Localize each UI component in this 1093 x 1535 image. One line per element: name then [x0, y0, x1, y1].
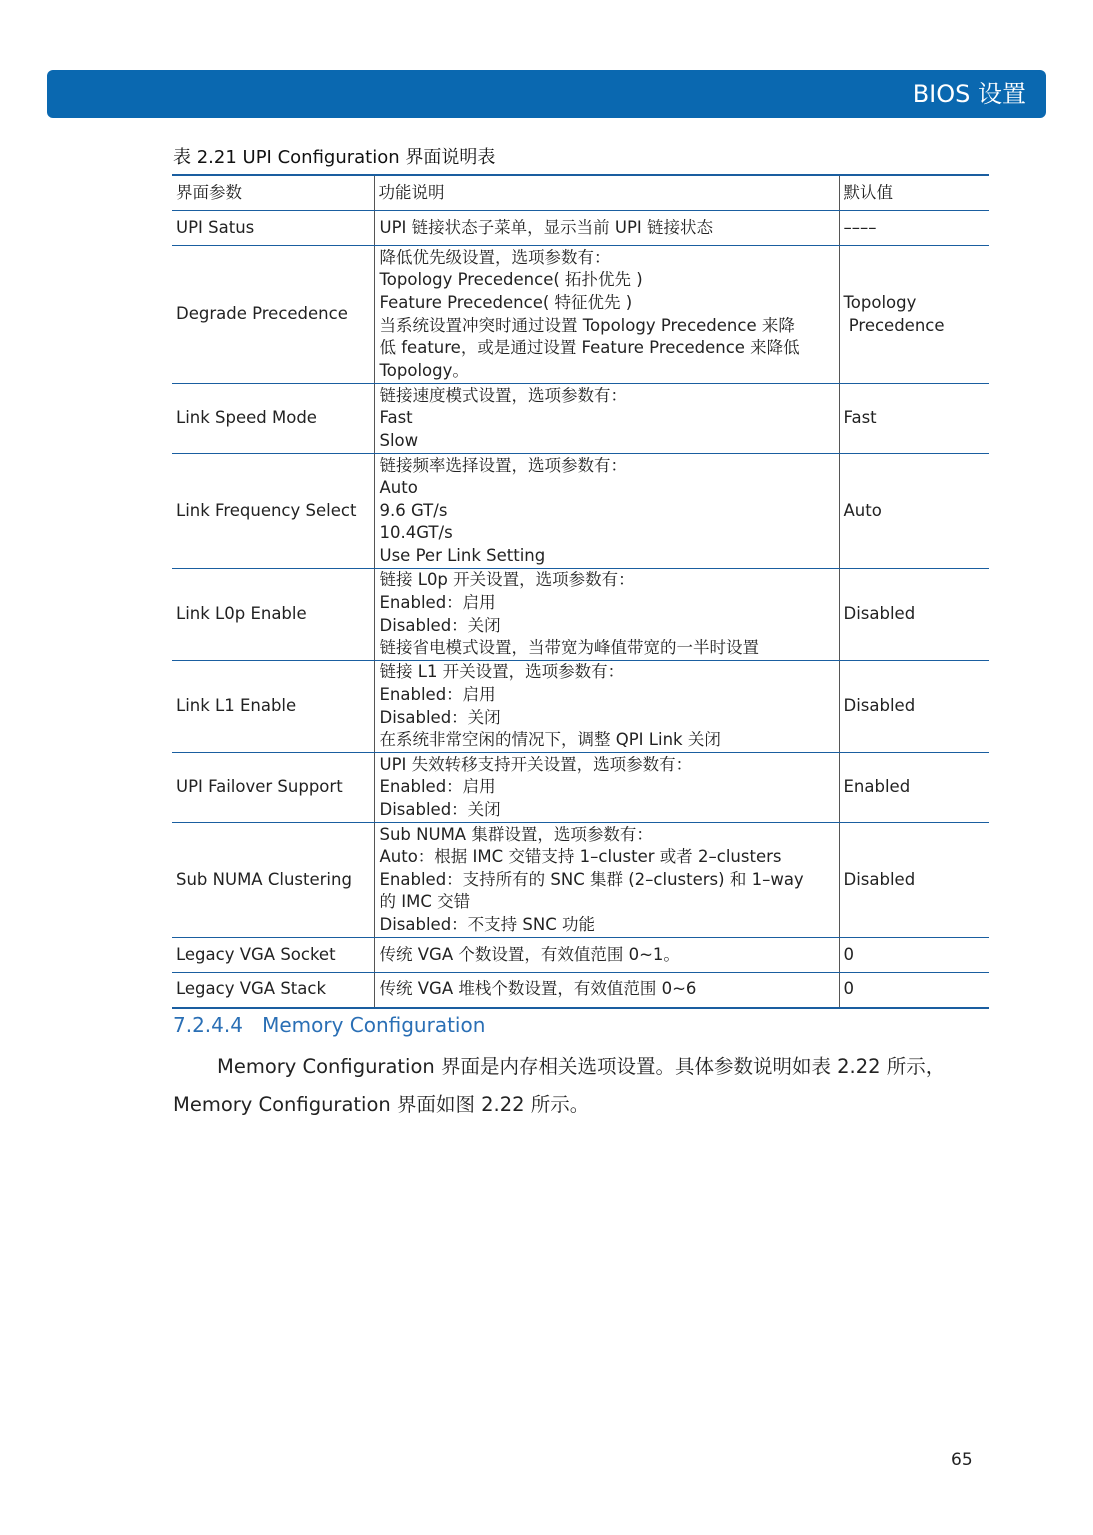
- header-title: BIOS 设置: [912, 80, 1026, 108]
- param-cell: Link Frequency Select: [172, 454, 374, 569]
- description-line: Disabled：关闭: [379, 799, 501, 819]
- description-line: 低 feature，或是通过设置 Feature Precedence 来降低: [379, 338, 800, 358]
- default-value: Fast: [843, 408, 877, 428]
- param-cell: Link L1 Enable: [172, 661, 374, 753]
- description-line: Fast: [379, 408, 413, 428]
- description-line: 9.6 GT/s: [379, 500, 448, 520]
- table-row: [172, 823, 989, 938]
- description-line: 10.4GT/s: [379, 523, 453, 543]
- table-body: [172, 211, 989, 1008]
- description-line: Sub NUMA 集群设置，选项参数有：: [379, 824, 653, 844]
- description-cell: [374, 938, 839, 973]
- description-line: Enabled：启用: [379, 684, 496, 704]
- default-value: Precedence: [843, 315, 945, 335]
- description-line: Topology Precedence( 拓扑优先 ): [379, 270, 643, 290]
- default-cell: [839, 823, 989, 938]
- description-cell: [374, 753, 839, 823]
- description-line: 链接频率选择设置，选项参数有：: [379, 455, 627, 475]
- default-cell: [839, 211, 989, 246]
- default-cell: [839, 384, 989, 454]
- description-line: UPI 链接状态子菜单，显示当前 UPI 链接状态: [379, 217, 714, 237]
- column-header-desc: 功能说明: [374, 175, 839, 211]
- param-cell: Degrade Precedence: [172, 246, 374, 384]
- default-cell: [839, 938, 989, 973]
- description-line: Disabled：关闭: [379, 707, 501, 727]
- description-line: Auto: [379, 478, 418, 498]
- param-cell: Link Speed Mode: [172, 384, 374, 454]
- description-line: 链接速度模式设置，选项参数有：: [379, 385, 627, 405]
- param-cell: Legacy VGA Socket: [172, 938, 374, 973]
- description-line: Feature Precedence( 特征优先 ): [379, 292, 633, 312]
- description-line: Disabled：关闭: [379, 615, 501, 635]
- default-cell: [839, 661, 989, 753]
- description-line: 在系统非常空闲的情况下，调整 QPI Link 关闭: [379, 730, 721, 750]
- param-cell: Legacy VGA Stack: [172, 973, 374, 1008]
- description-line: 链接 L1 开关设置，选项参数有：: [379, 662, 625, 682]
- description-cell: [374, 569, 839, 661]
- table-row: [172, 753, 989, 823]
- description-cell: [374, 661, 839, 753]
- default-value: Auto: [843, 500, 882, 520]
- upi-config-table: [172, 174, 989, 1009]
- default-cell: [839, 246, 989, 384]
- section-heading: [173, 1012, 485, 1038]
- description-line: 传统 VGA 堆栈个数设置，有效值范围 0~6: [379, 979, 697, 999]
- column-header-param: 界面参数: [172, 175, 374, 211]
- description-cell: [374, 246, 839, 384]
- default-cell: [839, 973, 989, 1008]
- table-row: [172, 938, 989, 973]
- description-line: 传统 VGA 个数设置，有效值范围 0~1。: [379, 944, 680, 964]
- default-cell: [839, 753, 989, 823]
- description-line: 链接 L0p 开关设置，选项参数有：: [379, 570, 635, 590]
- param-cell: Link L0p Enable: [172, 569, 374, 661]
- table-row: [172, 246, 989, 384]
- default-cell: [839, 454, 989, 569]
- table-row: [172, 569, 989, 661]
- description-cell: [374, 211, 839, 246]
- description-line: Enabled：支持所有的 SNC 集群 (2–clusters) 和 1–way: [379, 869, 804, 889]
- column-header-default: 默认值: [839, 175, 989, 211]
- default-value: Disabled: [843, 696, 916, 716]
- default-value: 0: [843, 944, 854, 964]
- default-value: Enabled: [843, 777, 911, 797]
- default-value: Disabled: [843, 869, 916, 889]
- body-paragraph: [173, 1048, 993, 1124]
- default-value: Disabled: [843, 604, 916, 624]
- description-line: 当系统设置冲突时通过设置 Topology Precedence 来降: [379, 315, 795, 335]
- description-cell: [374, 973, 839, 1008]
- description-cell: [374, 454, 839, 569]
- description-cell: [374, 384, 839, 454]
- description-line: Auto：根据 IMC 交错支持 1–cluster 或者 2–clusters: [379, 847, 782, 867]
- table-row: [172, 454, 989, 569]
- table-caption: 表 2.21 UPI Configuration 界面说明表: [173, 147, 496, 168]
- description-line: Slow: [379, 430, 419, 450]
- table-row: [172, 384, 989, 454]
- default-value: ––––: [843, 217, 877, 237]
- param-cell: UPI Satus: [172, 211, 374, 246]
- table-row: [172, 211, 989, 246]
- description-line: Topology。: [379, 360, 469, 380]
- description-cell: [374, 823, 839, 938]
- description-line: Enabled：启用: [379, 777, 496, 797]
- default-value: 0: [843, 979, 854, 999]
- section-title: Memory Configuration: [262, 1013, 486, 1037]
- page-number: 65: [951, 1450, 973, 1470]
- table-row: [172, 973, 989, 1008]
- description-line: Disabled：不支持 SNC 功能: [379, 914, 596, 934]
- header-bar: [47, 70, 1046, 118]
- section-number: 7.2.4.4: [173, 1013, 243, 1037]
- description-line: 降低优先级设置，选项参数有：: [379, 247, 611, 267]
- default-cell: [839, 569, 989, 661]
- description-line: UPI 失效转移支持开关设置，选项参数有：: [379, 754, 693, 774]
- default-value: Topology: [843, 292, 917, 312]
- description-line: 链接省电模式设置，当带宽为峰值带宽的一半时设置: [379, 638, 759, 658]
- param-cell: Sub NUMA Clustering: [172, 823, 374, 938]
- description-line: Enabled：启用: [379, 592, 496, 612]
- paragraph-text: Memory Configuration 界面是内存相关选项设置。具体参数说明如表 2.22 所示，Memory Configuration 界面如图 2.22 所示。: [173, 1055, 946, 1116]
- description-line: 的 IMC 交错: [379, 892, 471, 912]
- table-header-row: [172, 175, 989, 211]
- description-line: Use Per Link Setting: [379, 545, 546, 565]
- table-row: [172, 661, 989, 753]
- param-cell: UPI Failover Support: [172, 753, 374, 823]
